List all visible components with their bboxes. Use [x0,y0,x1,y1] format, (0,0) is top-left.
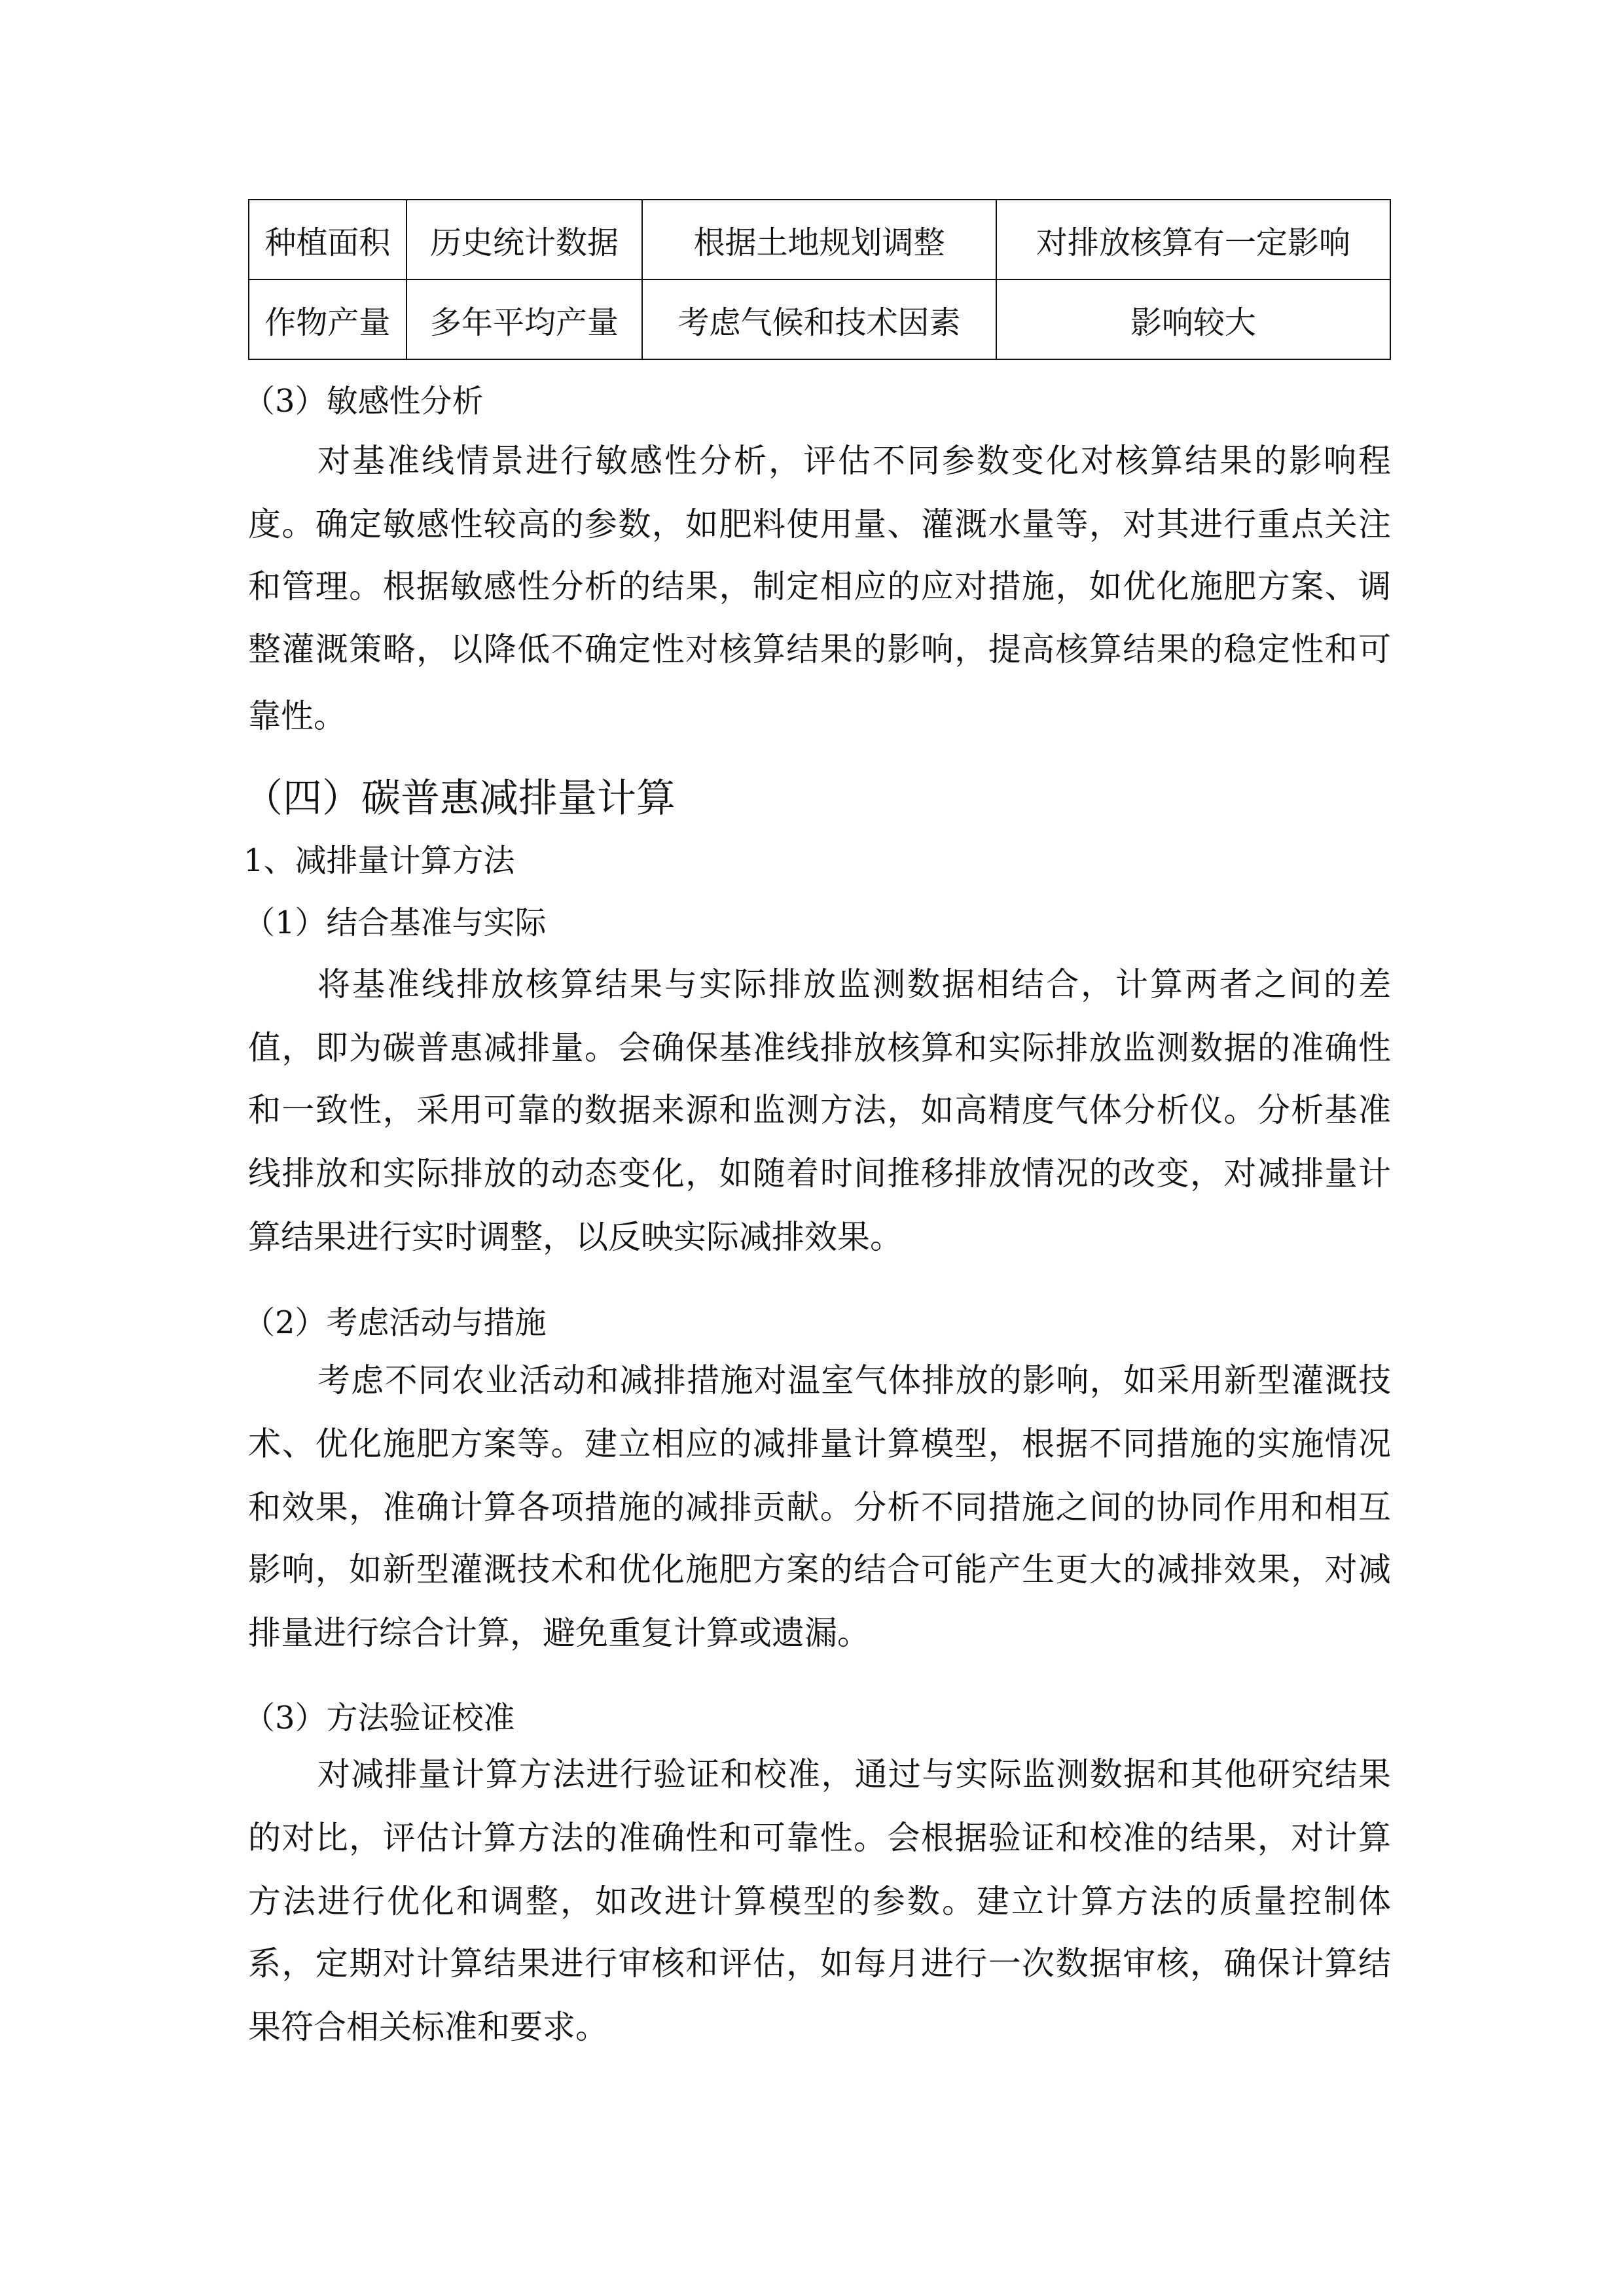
table-cell: 多年平均产量 [406,279,643,359]
table-row [249,200,1390,279]
paragraph-line: 度。确定敏感性较高的参数，如肥料使用量、灌溉水量等，对其进行重点关注 [248,505,1391,543]
paragraph-line: 将基准线排放核算结果与实际排放监测数据相结合，计算两者之间的差 [317,965,1391,1003]
paragraph-line: 考虑不同农业活动和减排措施对温室气体排放的影响，如采用新型灌溉技 [317,1361,1391,1399]
subheading-validation: （3）方法验证校准 [244,1700,515,1736]
table-row [249,279,1390,359]
paragraph-line: 靠性。 [248,697,346,735]
subheading-activities: （2）考虑活动与措施 [244,1304,547,1341]
paragraph-line: 对减排量计算方法进行验证和校准，通过与实际监测数据和其他研究结果 [317,1755,1391,1793]
table-cell: 影响较大 [996,279,1390,359]
paragraph-line: 的对比，评估计算方法的准确性和可靠性。会根据验证和校准的结果，对计算 [248,1819,1391,1857]
paragraph-line: 算结果进行实时调整，以反映实际减排效果。 [248,1218,903,1256]
paragraph-line: 影响，如新型灌溉技术和优化施肥方案的结合可能产生更大的减排效果，对减 [248,1551,1391,1588]
table-cell: 种植面积 [249,200,406,279]
table-cell: 对排放核算有一定影响 [996,200,1390,279]
paragraph-line: 系，定期对计算结果进行审核和评估，如每月进行一次数据审核，确保计算结 [248,1945,1391,1982]
subheading-method: 1、减排量计算方法 [244,842,515,879]
table-cell: 根据土地规划调整 [642,200,996,279]
subheading-baseline-actual: （1）结合基准与实际 [244,905,547,941]
table-cell: 考虑气候和技术因素 [642,279,996,359]
paragraph-line: 果符合相关标准和要求。 [248,2008,608,2046]
table-cell: 作物产量 [249,279,406,359]
paragraph-line: 值，即为碳普惠减排量。会确保基准线排放核算和实际排放监测数据的准确性 [248,1029,1391,1067]
paragraph-line: 线排放和实际排放的动态变化，如随着时间推移排放情况的改变，对减排量计 [248,1155,1391,1193]
paragraph-line: 排量进行综合计算，避免重复计算或遗漏。 [248,1614,870,1652]
paragraph-line: 和管理。根据敏感性分析的结果，制定相应的应对措施，如优化施肥方案、调 [248,567,1391,605]
section-heading: （四）碳普惠减排量计算 [244,776,676,821]
paragraph-line: 和一致性，采用可靠的数据来源和监测方法，如高精度气体分析仪。分析基准 [248,1091,1391,1129]
paragraph-line: 整灌溉策略，以降低不确定性对核算结果的影响，提高核算结果的稳定性和可 [248,630,1391,668]
paragraph-line: 和效果，准确计算各项措施的减排贡献。分析不同措施之间的协同作用和相互 [248,1488,1391,1526]
paragraph-line: 对基准线情景进行敏感性分析，评估不同参数变化对核算结果的影响程 [317,442,1391,480]
paragraph-line: 术、优化施肥方案等。建立相应的减排量计算模型，根据不同措施的实施情况 [248,1425,1391,1463]
parameter-table [248,199,1391,360]
subheading-sensitivity: （3）敏感性分析 [244,383,484,420]
paragraph-line: 方法进行优化和调整，如改进计算模型的参数。建立计算方法的质量控制体 [248,1882,1391,1920]
table-cell: 历史统计数据 [406,200,643,279]
